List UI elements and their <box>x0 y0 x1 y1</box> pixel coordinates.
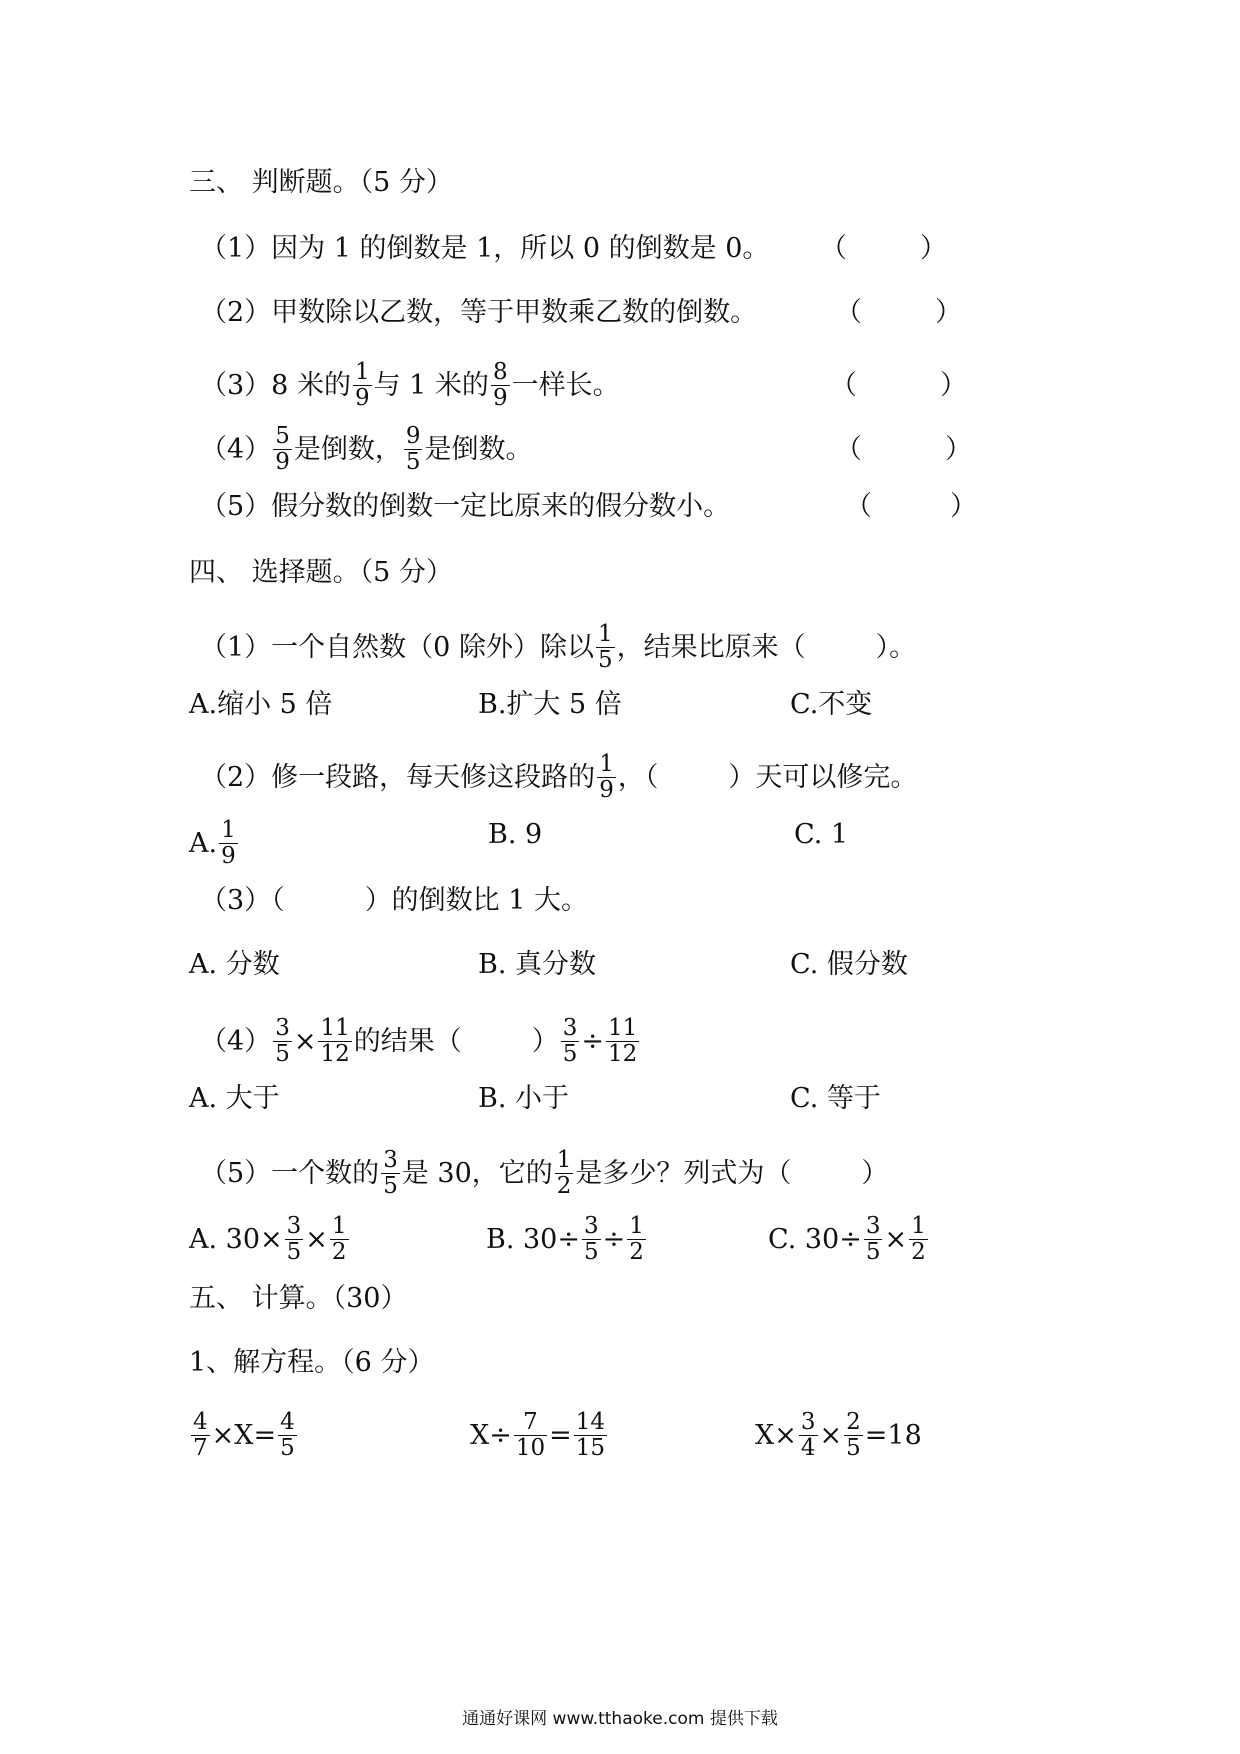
q4-option-a[interactable]: A. 大于 <box>189 1083 280 1114</box>
question-text: （1）一个自然数（0 除外）除以 <box>200 631 594 663</box>
q4-option-c[interactable]: C. 等于 <box>790 1083 881 1114</box>
question-text: （4） <box>200 1025 272 1057</box>
section-5-title: 五、 计算。（30） <box>189 1283 408 1314</box>
question-text: （5）假分数的倒数一定比原来的假分数小。 <box>200 491 731 522</box>
equation-text: X× <box>755 1419 797 1451</box>
q5-option-c[interactable] <box>768 1214 930 1265</box>
fraction: $\frac{14}{15}$ <box>575 1409 606 1461</box>
question-text: 是多少？列式为（ <box>575 1157 792 1189</box>
option-label: C. 30÷ <box>768 1223 862 1255</box>
answer-paren-left[interactable]: （ <box>845 491 872 522</box>
question-text: ） <box>861 1157 889 1189</box>
fraction: $\frac{11}{12}$ <box>320 1015 350 1067</box>
times-sign: × <box>305 1223 328 1255</box>
question-text: 一样长。 <box>511 369 620 401</box>
fraction: $\frac{7}{10}$ <box>515 1409 546 1461</box>
q5-option-a[interactable] <box>189 1214 351 1265</box>
question-text: 是倒数。 <box>424 433 533 465</box>
option-label: B. 30÷ <box>486 1223 580 1255</box>
fraction: $\frac{5}{9}$ <box>275 423 290 475</box>
question-text: （3）8 米的 <box>200 369 351 401</box>
times-sign: × <box>293 1025 317 1057</box>
answer-paren-right: ） <box>935 297 962 328</box>
q3-option-b[interactable]: B. 真分数 <box>478 949 597 980</box>
question-text: （2）甲数除以乙数，等于甲数乘乙数的倒数。 <box>200 297 758 328</box>
option-label: A. 30× <box>189 1223 283 1255</box>
question-text: （2）修一段路，每天修这段路的 <box>200 761 596 793</box>
fraction: $\frac{1}{9}$ <box>354 359 370 411</box>
answer-paren-right: ） <box>920 233 947 264</box>
q4-option-b[interactable]: B. 小于 <box>478 1083 570 1114</box>
answer-paren-left[interactable]: （ <box>835 433 862 465</box>
q2-option-a[interactable] <box>189 818 240 869</box>
q3-option-c[interactable]: C. 假分数 <box>790 949 908 980</box>
fraction: $\frac{4}{7}$ <box>193 1409 208 1461</box>
footer-credit: 通通好课网 www.tthaoke.com 提供下载 <box>462 1709 778 1729</box>
question-text: 与 1 米的 <box>373 369 489 401</box>
fraction: $\frac{3}{5}$ <box>865 1213 881 1265</box>
fraction: $\frac{4}{5}$ <box>280 1409 295 1461</box>
equation-text: ×X= <box>211 1419 277 1451</box>
equation-text: = <box>549 1419 572 1451</box>
equation-text: × <box>819 1419 843 1451</box>
section-4-title: 四、 选择题。（5 分） <box>189 557 453 588</box>
equation-1 <box>189 1410 299 1461</box>
question-text: ，（ <box>617 761 659 793</box>
fraction: $\frac{11}{12}$ <box>608 1015 638 1067</box>
q1-option-a[interactable]: A.缩小 5 倍 <box>189 689 333 720</box>
question-text: 是倒数， <box>293 433 402 465</box>
question-text: ）天可以修完。 <box>728 761 918 793</box>
fraction: $\frac{3}{5}$ <box>383 1147 398 1199</box>
answer-paren-left[interactable]: （ <box>820 233 847 264</box>
fraction: $\frac{1}{2}$ <box>331 1213 347 1265</box>
answer-paren-left[interactable]: （ <box>830 369 857 401</box>
fraction: $\frac{3}{5}$ <box>584 1213 599 1265</box>
fraction: $\frac{1}{9}$ <box>221 817 236 869</box>
q2-option-c[interactable]: C. 1 <box>794 819 849 850</box>
fraction: $\frac{1}{5}$ <box>597 621 613 673</box>
judge-question-3 <box>200 359 967 411</box>
option-label: A. <box>189 827 218 859</box>
fraction: $\frac{2}{5}$ <box>846 1409 861 1461</box>
choice-question-3 <box>200 884 588 918</box>
section-3-title: 三、 判断题。（5 分） <box>189 167 453 198</box>
fraction: $\frac{3}{5}$ <box>275 1015 290 1067</box>
times-sign: × <box>884 1223 908 1255</box>
choice-question-5 <box>200 1148 888 1199</box>
answer-paren-right: ） <box>950 491 977 522</box>
answer-paren-left[interactable]: （ <box>835 297 862 328</box>
answer-paren-right: ） <box>940 369 967 401</box>
choice-question-1 <box>200 622 916 673</box>
question-text: 是 30，它的 <box>401 1157 553 1189</box>
fraction: $\frac{1}{2}$ <box>556 1147 572 1199</box>
question-text: ，结果比原来（ <box>616 631 806 663</box>
fraction: $\frac{3}{4}$ <box>800 1409 816 1461</box>
q1-option-c[interactable]: C.不变 <box>790 689 873 720</box>
fraction: $\frac{3}{5}$ <box>286 1213 302 1265</box>
question-text: ）。 <box>875 631 917 663</box>
fraction: $\frac{1}{9}$ <box>599 751 614 803</box>
q5-option-b[interactable] <box>486 1214 648 1265</box>
equation-3 <box>755 1410 922 1461</box>
q1-option-b[interactable]: B.扩大 5 倍 <box>478 689 622 720</box>
question-text: ）的倒数比 1 大。 <box>364 885 589 916</box>
question-text: 的结果（ <box>353 1025 462 1057</box>
fraction: $\frac{8}{9}$ <box>492 359 508 411</box>
question-text: （3）（ <box>200 885 285 916</box>
judge-question-1 <box>200 232 947 266</box>
question-text: （5）一个数的 <box>200 1157 380 1189</box>
answer-paren-right: ） <box>945 433 972 465</box>
divide-sign: ÷ <box>602 1223 626 1255</box>
fraction: $\frac{1}{2}$ <box>629 1213 644 1265</box>
choice-question-2 <box>200 752 917 803</box>
q3-option-a[interactable]: A. 分数 <box>189 949 280 980</box>
question-text: （1）因为 1 的倒数是 1，所以 0 的倒数是 0。 <box>200 233 770 264</box>
judge-question-5 <box>200 490 977 524</box>
judge-question-4 <box>200 423 972 475</box>
fraction: $\frac{1}{2}$ <box>911 1213 926 1265</box>
equation-2 <box>470 1410 609 1461</box>
subsection-solve-equations: 1、解方程。（6 分） <box>189 1347 435 1378</box>
equation-text: X÷ <box>470 1419 512 1451</box>
divide-sign: ÷ <box>581 1025 604 1057</box>
judge-question-2 <box>200 296 962 330</box>
fraction: $\frac{3}{5}$ <box>562 1015 578 1067</box>
question-text: ） <box>531 1025 559 1057</box>
question-text: （4） <box>200 433 272 465</box>
choice-question-4 <box>200 1016 641 1067</box>
q2-option-b[interactable]: B. 9 <box>488 819 543 850</box>
equation-text: =18 <box>864 1419 922 1451</box>
fraction: $\frac{9}{5}$ <box>405 423 421 475</box>
